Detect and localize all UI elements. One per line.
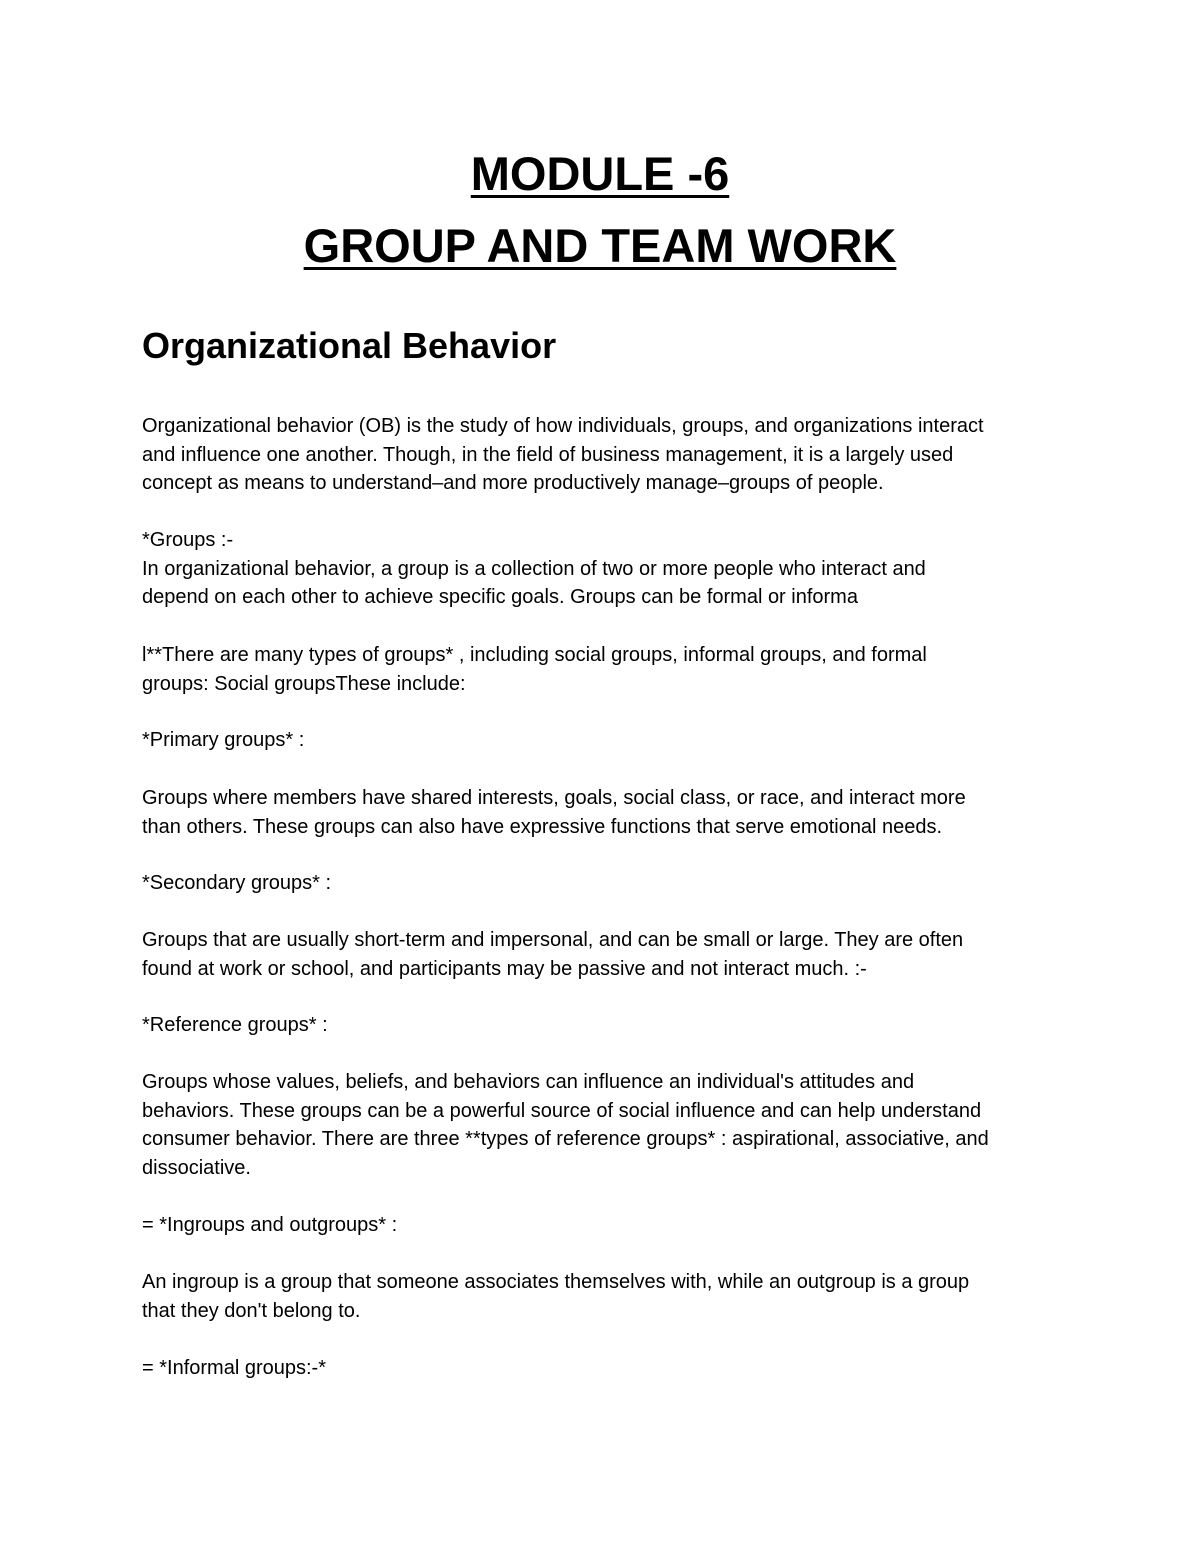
paragraph-secondary-groups: Groups that are usually short-term and impersonal, and can be small or large. They are often found at work or school, and participants may be passive and not interact much. :-	[142, 929, 964, 980]
paragraph-types-of-groups: l**There are many types of groups* , including social groups, informal groups, and formal groups: Social groupsThese include:	[142, 644, 927, 695]
paragraph-reference-groups: Groups whose values, beliefs, and behaviors can influence an individual's attitudes and behaviors. These groups can be a powerful source of social influence and can help understand consumer behavior. There are three **types of reference groups* : aspirational, associative, and dissociative.	[142, 1071, 989, 1179]
paragraph-ob-definition: Organizational behavior (OB) is the study of how individuals, groups, and organizations interact and influence one another. Though, in the field of business management, it is a largely used concept as means to understand–and more productively manage–groups of people.	[142, 415, 984, 494]
paragraph-reference-groups-label: *Reference groups* :	[142, 1014, 328, 1036]
paragraph-secondary-groups-label: *Secondary groups* :	[142, 872, 332, 894]
section-heading: Organizational Behavior	[142, 325, 557, 366]
module-title: MODULE -6	[470, 147, 730, 200]
paragraph-primary-groups-label: *Primary groups* :	[142, 729, 305, 751]
paragraph-ingroups-label: = *Ingroups and outgroups* :	[142, 1214, 398, 1236]
paragraph-groups: *Groups :- In organizational behavior, a group is a collection of two or more people who interact and depend on each other to achieve specific goals. Groups can be formal or informa	[142, 529, 926, 608]
paragraph-ingroups: An ingroup is a group that someone associates themselves with, while an outgroup is a group that they don't belong to.	[142, 1271, 970, 1322]
paragraph-primary-groups: Groups where members have shared interests, goals, social class, or race, and interact more than others. These groups can also have expressive functions that serve emotional needs.	[142, 787, 966, 838]
module-subtitle: GROUP AND TEAM WORK	[303, 219, 897, 272]
paragraph-informal-groups-label: = *Informal groups:-*	[142, 1357, 326, 1379]
